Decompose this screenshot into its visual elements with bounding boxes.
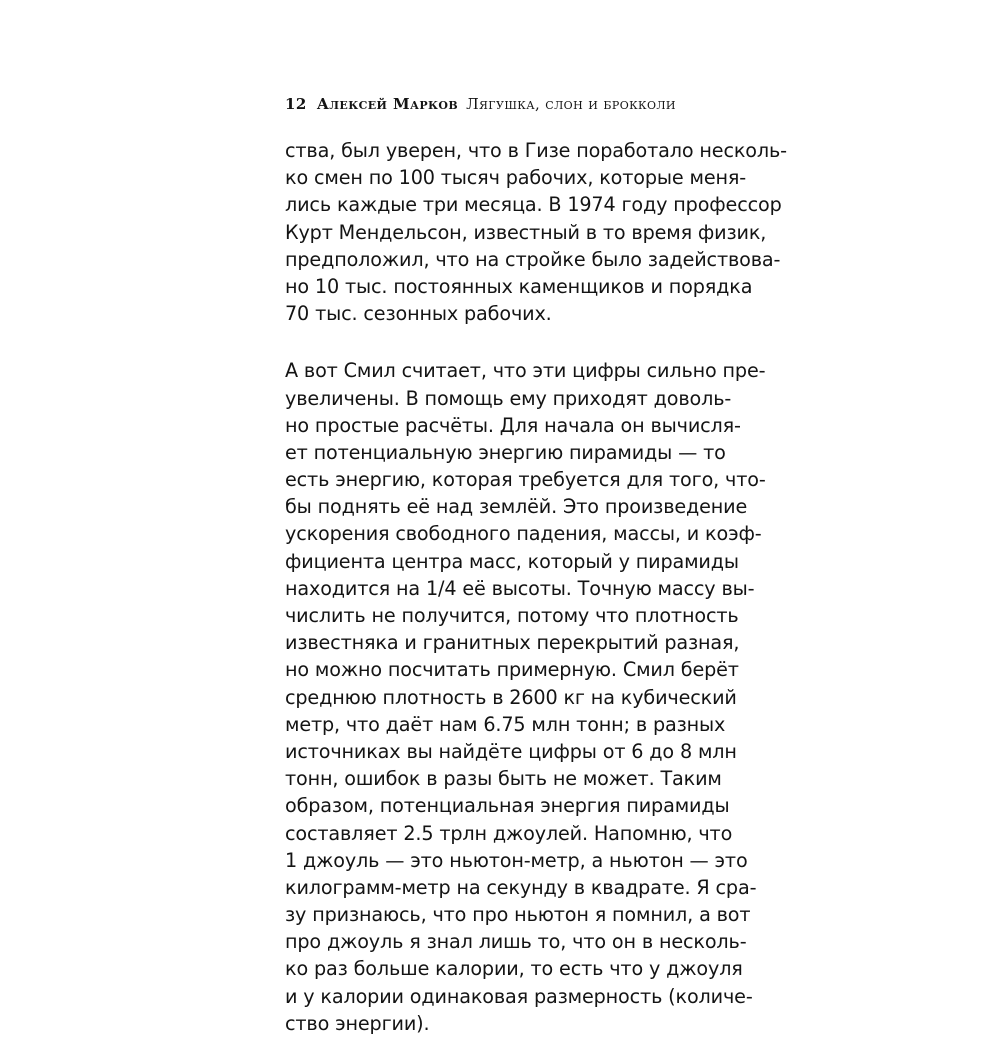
text-line: ускорения свободного падения, массы, и коэф-: [285, 522, 762, 546]
text-line: бы поднять её над землёй. Это произведение: [285, 495, 748, 519]
text-line: увеличены. В помощь ему приходят доволь-: [285, 386, 732, 410]
text-line: составляет 2.5 трлн джоулей. Напомню, что: [285, 821, 733, 845]
text-line: Курт Мендельсон, известный в то время физик,: [285, 220, 767, 244]
author-name: Алексей Марков: [316, 95, 459, 113]
text-line: известняка и гранитных перекрытий разная,: [285, 631, 740, 655]
text-line: но 10 тыс. постоянных каменщиков и порядка: [285, 274, 753, 298]
text-line: А вот Смил считает, что эти цифры сильно пре-: [285, 359, 766, 383]
text-line: килограмм-метр на секунду в квадрате. Я сра-: [285, 875, 757, 899]
body-text: [285, 137, 787, 1037]
text-line: тонн, ошибок в разы быть не может. Таким: [285, 767, 722, 791]
text-line: 1 джоуль — это ньютон-метр, а ньютон — это: [285, 848, 748, 872]
text-line: ства, был уверен, что в Гизе поработало несколь-: [285, 139, 787, 162]
running-head: [285, 92, 725, 116]
paragraph-1: [285, 137, 787, 327]
text-line: находится на 1/4 её высоты. Точную массу вы-: [285, 576, 755, 600]
text-line: источниках вы найдёте цифры от 6 до 8 млн: [285, 739, 737, 763]
text-line: ко смен по 100 тысяч рабочих, которые меня-: [285, 166, 747, 190]
text-line: предположил, что на стройке было задействова-: [285, 247, 781, 271]
text-line: но простые расчёты. Для начала он вычисля-: [285, 413, 741, 437]
text-line: среднюю плотность в 2600 кг на кубический: [285, 685, 737, 709]
text-line: фициента центра масс, который у пирамиды: [285, 549, 739, 573]
text-line: лись каждые три месяца. В 1974 году профессор: [285, 193, 782, 217]
text-line: есть энергию, которая требуется для того, что-: [285, 468, 766, 492]
page-number: 12: [285, 95, 307, 113]
paragraph-2: [285, 357, 766, 1037]
text-line: ство энергии).: [285, 1011, 430, 1035]
book-title: Лягушка, слон и брокколи: [466, 95, 676, 113]
text-line: ет потенциальную энергию пирамиды — то: [285, 440, 726, 464]
text-line: ко раз больше калории, то есть что у джоуля: [285, 957, 743, 981]
text-line: метр, что даёт нам 6.75 млн тонн; в разных: [285, 712, 726, 736]
text-line: зу признаюсь, что про ньютон я помнил, а вот: [285, 903, 751, 927]
text-line: и у калории одинаковая размерность (количе-: [285, 984, 753, 1008]
text-line: числить не получится, потому что плотность: [285, 604, 739, 627]
text-line: про джоуль я знал лишь то, что он в несколь-: [285, 930, 747, 954]
text-line: 70 тыс. сезонных рабочих.: [285, 302, 552, 326]
text-line: но можно посчитать примерную. Смил берёт: [285, 658, 739, 682]
text-line: образом, потенциальная энергия пирамиды: [285, 794, 730, 818]
